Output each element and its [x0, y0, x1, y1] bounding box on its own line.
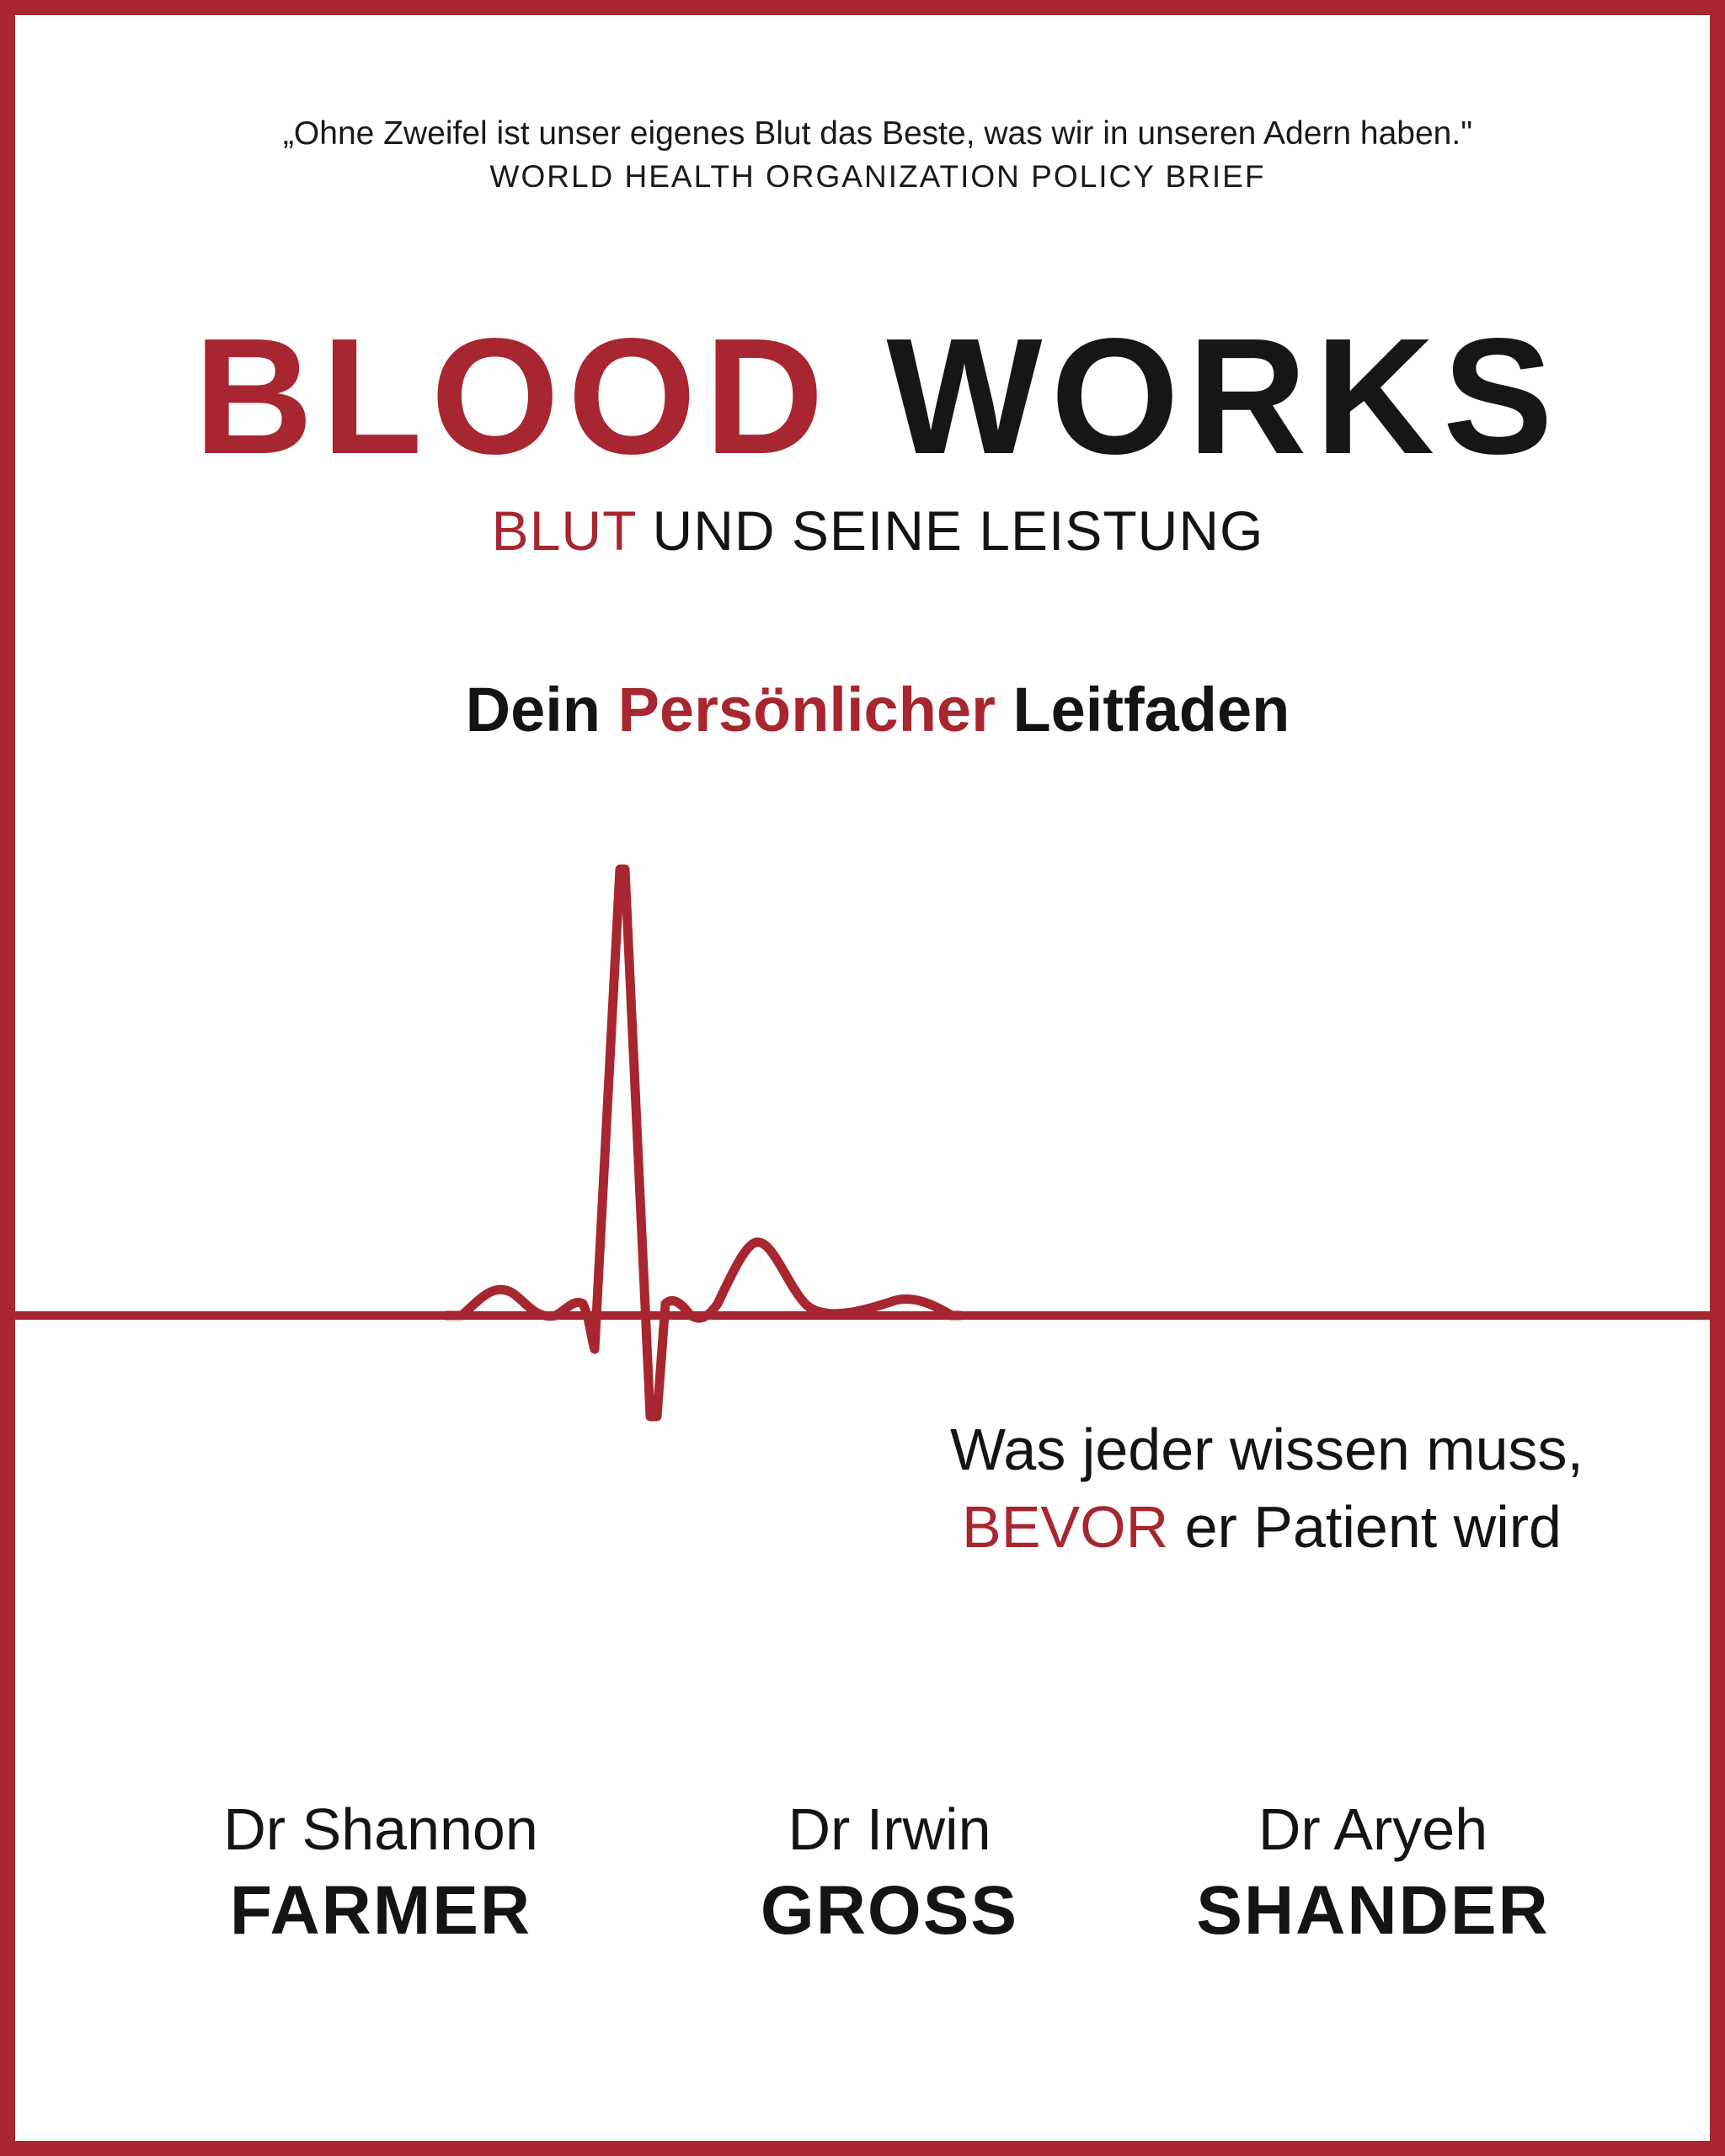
author-farmer	[128, 1790, 633, 1953]
cover-claim	[950, 1411, 1583, 1566]
claim-line-1: Was jeder wissen muss,	[949, 1417, 1583, 1482]
title-word-works: WORKS	[886, 304, 1562, 488]
tagline-part1: Dein	[465, 675, 601, 744]
author-last-name: SHANDER	[1196, 1872, 1550, 1949]
author-first-name: Dr Irwin	[788, 1796, 991, 1862]
subtitle-rest: UND SEINE LEISTUNG	[652, 499, 1264, 562]
claim-line-2	[950, 1488, 1583, 1566]
claim-rest: er Patient wird	[1184, 1494, 1562, 1560]
author-list	[0, 1790, 1725, 1975]
quote-text: „Ohne Zweifel ist unser eigenes Blut das Beste, was wir in unseren Adern haben."	[282, 115, 1473, 152]
claim-highlight: BEVOR	[962, 1494, 1169, 1560]
author-last-name: FARMER	[229, 1872, 532, 1949]
subtitle-highlight: BLUT	[491, 499, 637, 562]
author-last-name: GROSS	[760, 1872, 1019, 1949]
author-shander	[1120, 1790, 1626, 1953]
author-first-name: Dr Aryeh	[1258, 1796, 1488, 1862]
quote-source: WORLD HEALTH ORGANIZATION POLICY BRIEF	[489, 159, 1266, 194]
title-word-blood: BLOOD	[194, 304, 832, 488]
tagline-part3: Leitfaden	[1012, 675, 1290, 744]
author-gross	[637, 1790, 1142, 1953]
tagline-highlight: Persönlicher	[617, 675, 996, 744]
author-first-name: Dr Shannon	[223, 1796, 538, 1862]
